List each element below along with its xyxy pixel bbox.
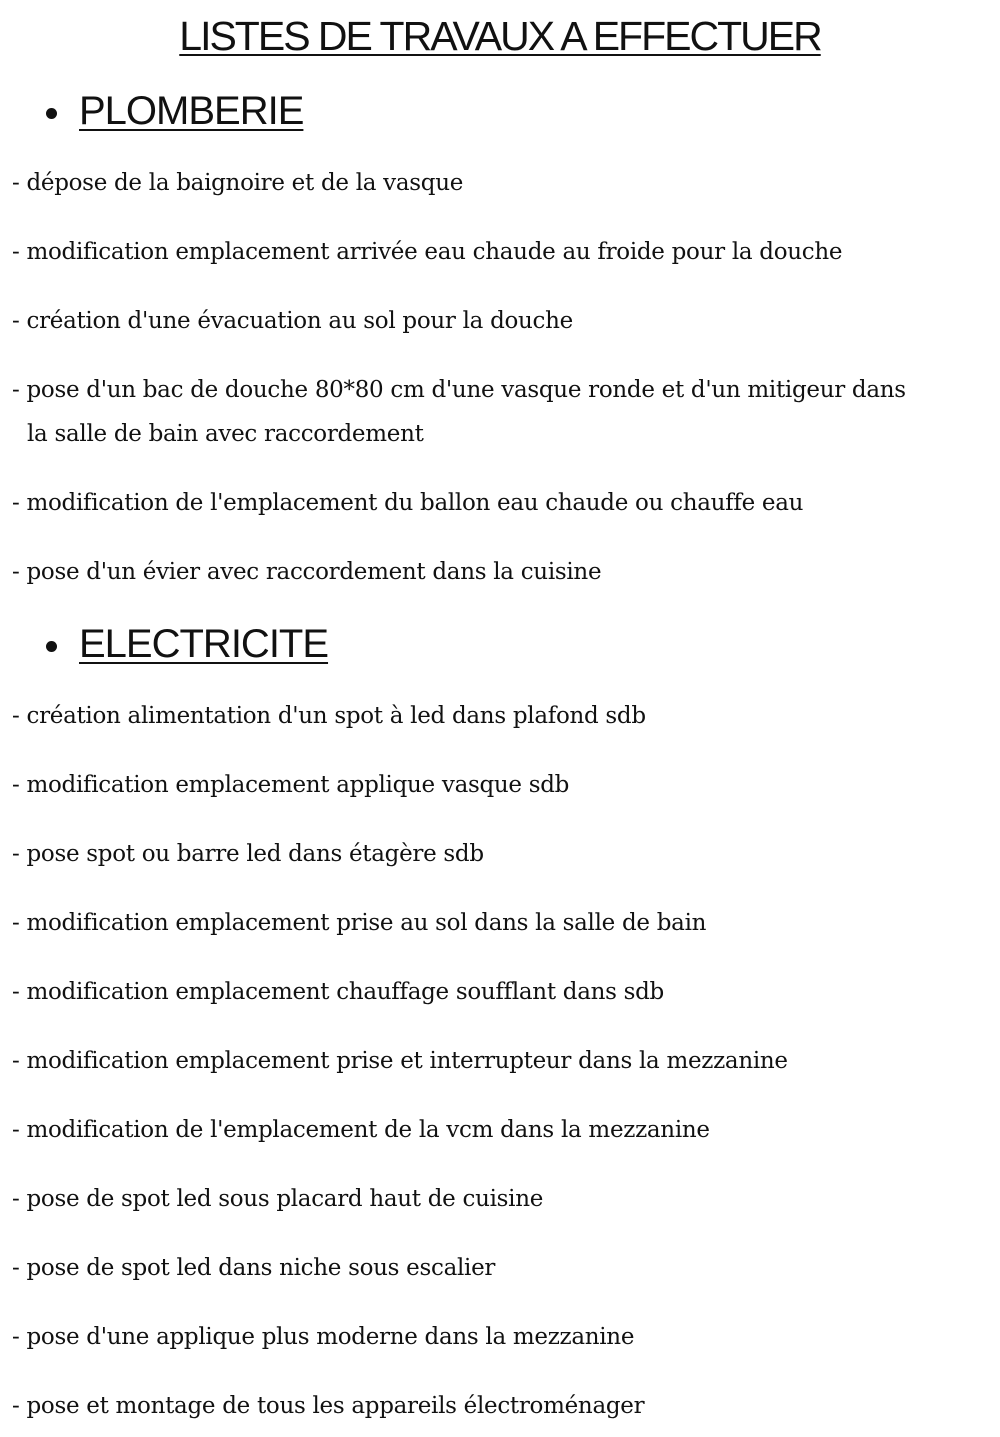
section-heading-plomberie <box>46 86 303 136</box>
bullet-icon <box>46 108 57 119</box>
document-title: LISTES DE TRAVAUX A EFFECTUER <box>179 13 821 59</box>
list-item: - modification de l'emplacement du ballon eau chaude ou chauffe eau <box>12 490 804 516</box>
list-item: - modification de l'emplacement de la vcm dans la mezzanine <box>12 1117 710 1143</box>
list-item: - pose spot ou barre led dans étagère sdb <box>12 841 484 867</box>
list-item: - création d'une évacuation au sol pour la douche <box>12 308 573 334</box>
list-item: - modification emplacement prise et interrupteur dans la mezzanine <box>12 1048 788 1074</box>
bullet-icon <box>46 641 57 652</box>
list-item: - pose et montage de tous les appareils électroménager <box>12 1393 645 1419</box>
section-heading-electricite <box>46 619 328 669</box>
list-item: - modification emplacement arrivée eau chaude au froide pour la douche <box>12 239 843 265</box>
list-item: - pose de spot led sous placard haut de cuisine <box>12 1186 544 1212</box>
list-item: - modification emplacement chauffage soufflant dans sdb <box>12 979 664 1005</box>
list-item: - modification emplacement prise au sol dans la salle de bain <box>12 910 707 936</box>
list-item: - modification emplacement applique vasque sdb <box>12 772 570 798</box>
list-item: - dépose de la baignoire et de la vasque <box>12 170 464 196</box>
list-item: - pose d'un évier avec raccordement dans la cuisine <box>12 559 602 585</box>
list-item: - création alimentation d'un spot à led dans plafond sdb <box>12 703 646 729</box>
section-heading-label: ELECTRICITE <box>79 622 329 666</box>
list-item: - pose de spot led dans niche sous escalier <box>12 1255 496 1281</box>
list-item: - pose d'un bac de douche 80*80 cm d'une vasque ronde et d'un mitigeur dans la salle de bain avec raccordement <box>12 377 906 447</box>
list-item: - pose d'une applique plus moderne dans la mezzanine <box>12 1324 635 1350</box>
section-heading-label: PLOMBERIE <box>79 89 304 133</box>
